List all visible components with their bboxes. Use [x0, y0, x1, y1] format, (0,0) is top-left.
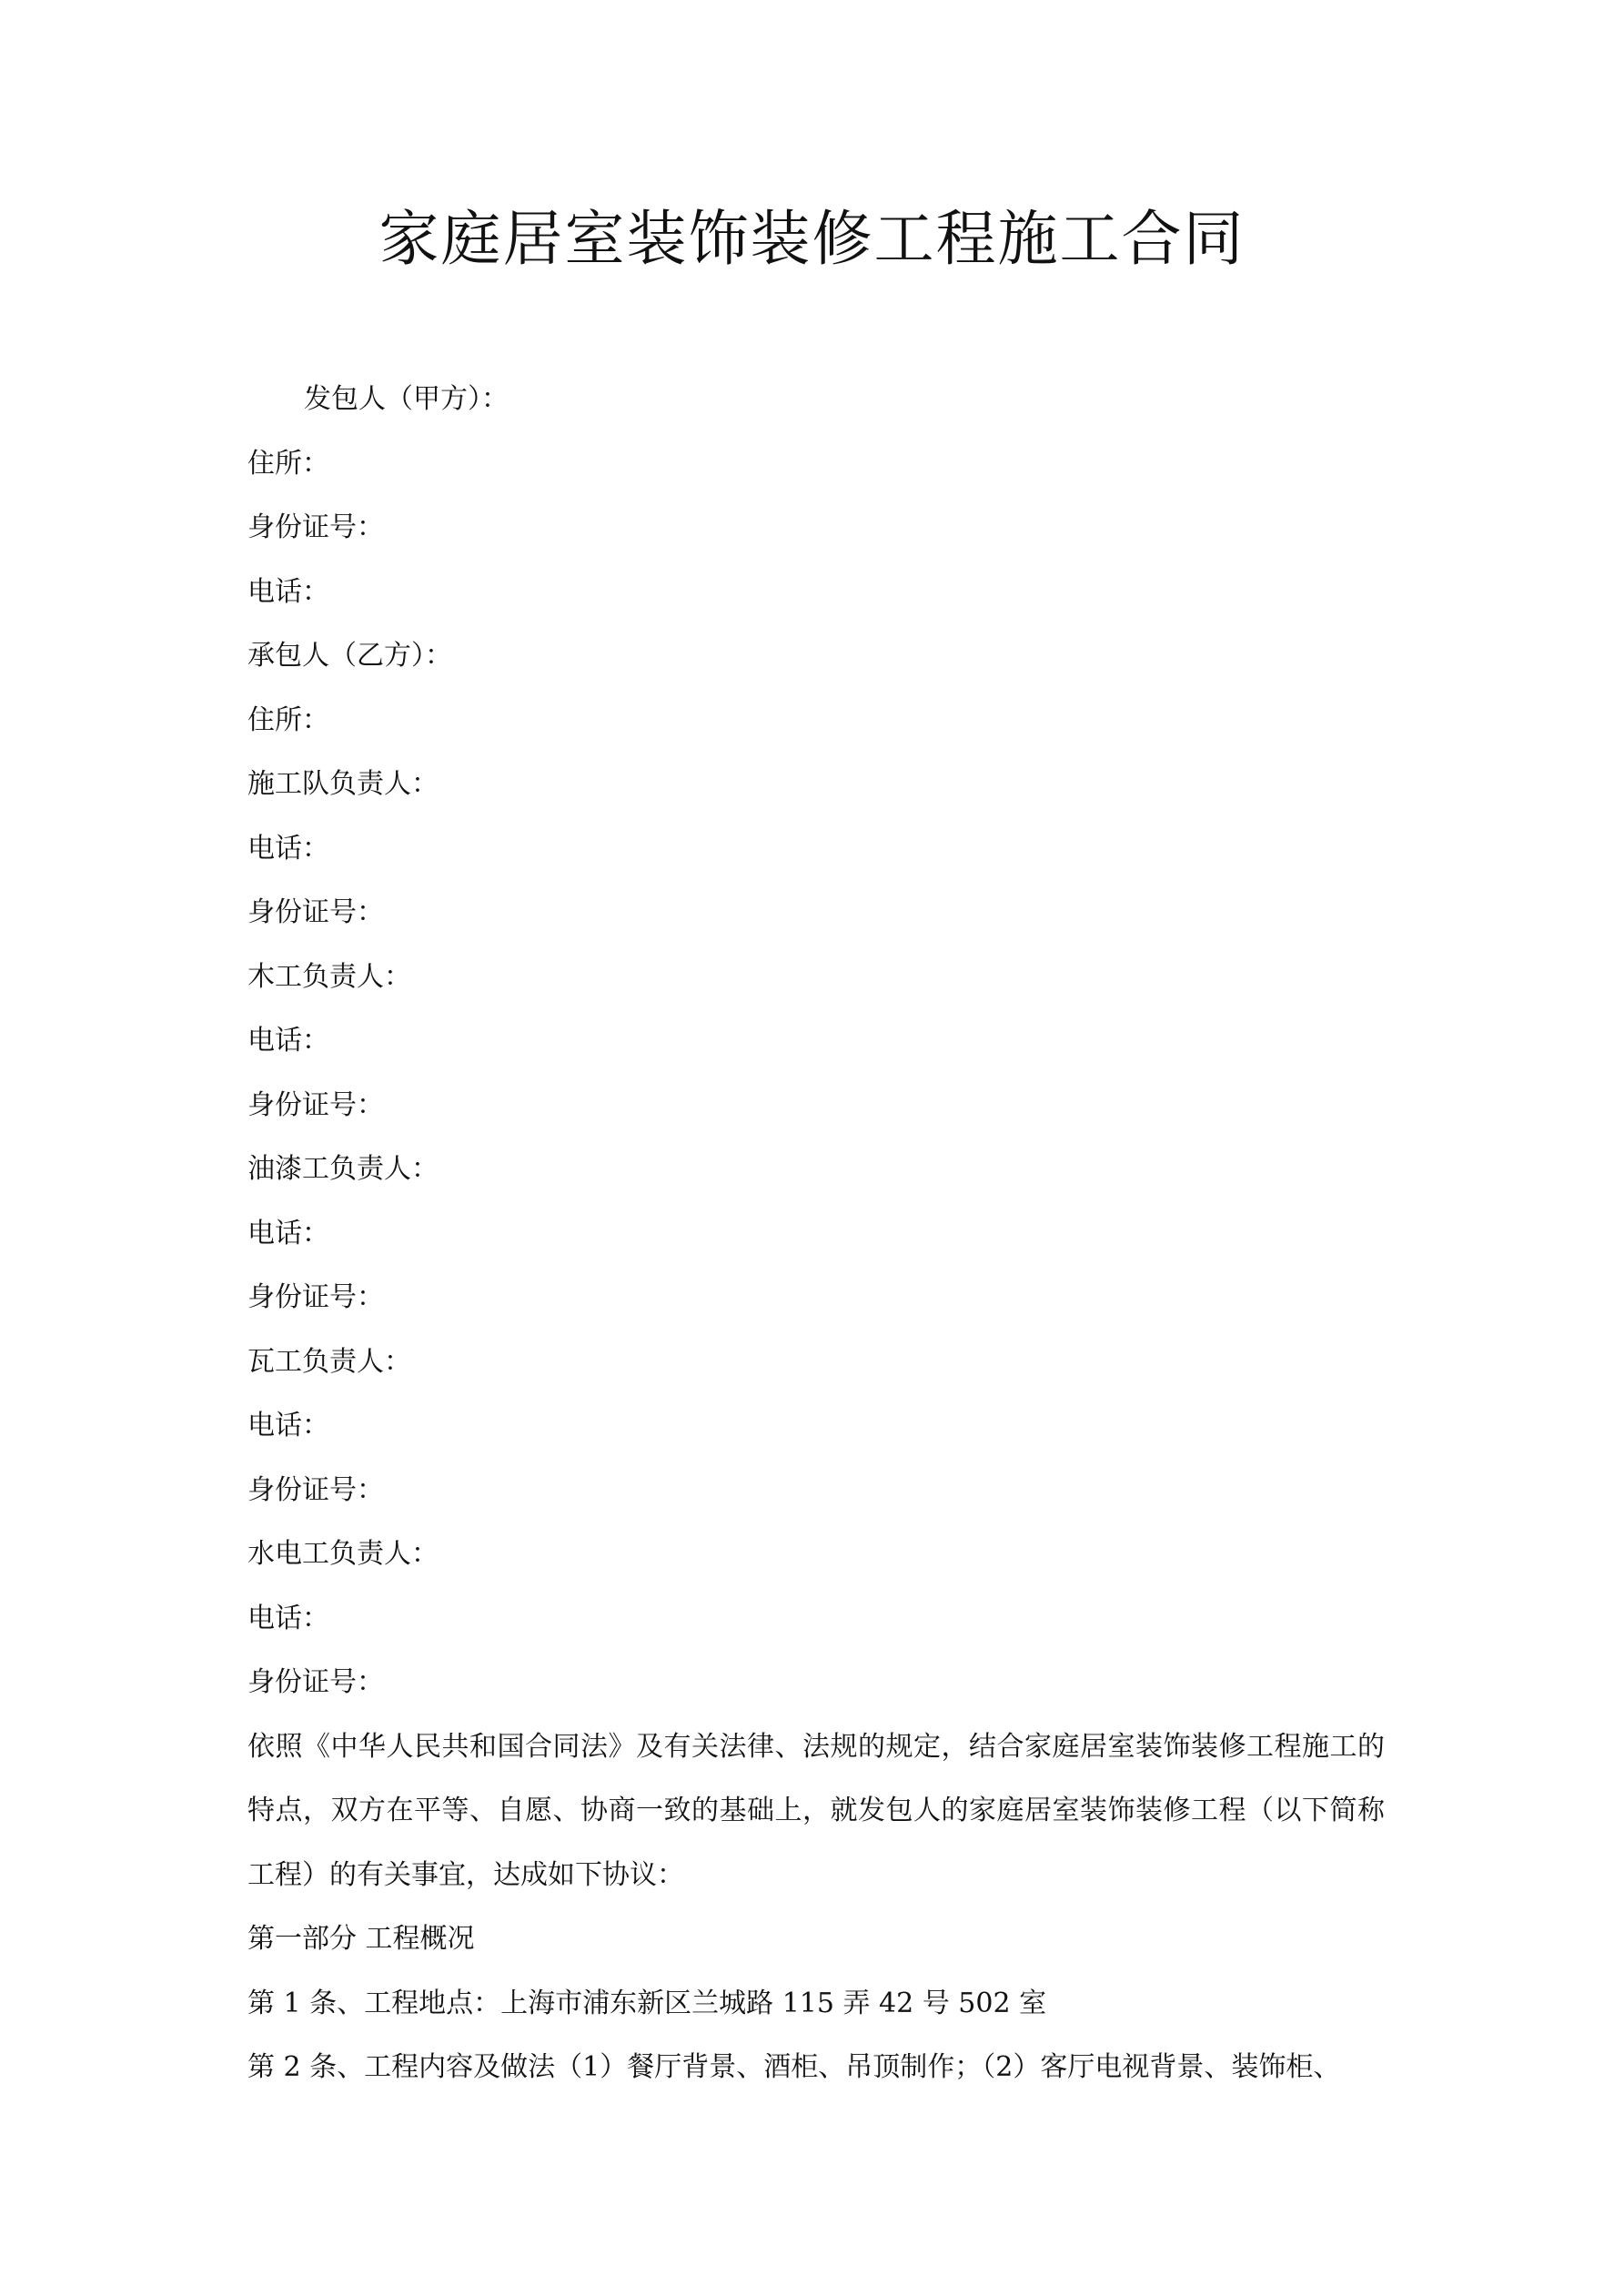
party-a-id-label: 身份证号： [247, 511, 384, 543]
painter-id-label: 身份证号： [247, 1281, 384, 1313]
tiler-leader-label: 瓦工负责人： [247, 1345, 411, 1378]
carpenter-leader-label: 木工负责人： [247, 960, 411, 993]
tiler-id-label: 身份证号： [247, 1473, 384, 1506]
crew-leader-phone-label: 电话： [247, 832, 329, 865]
painter-phone-label: 电话： [247, 1217, 329, 1249]
painter-leader-label: 油漆工负责人： [247, 1153, 439, 1185]
party-a-address-label: 住所： [247, 447, 329, 480]
carpenter-phone-label: 电话： [247, 1025, 329, 1057]
party-b-address-label: 住所： [247, 703, 329, 736]
article-1: 第 1 条、工程地点：上海市浦东新区兰城路 115 弄 42 号 502 室 [247, 1987, 1047, 2019]
part1-heading: 第一部分 工程概况 [247, 1923, 475, 1955]
electrician-id-label: 身份证号： [247, 1666, 384, 1698]
preamble-paragraph: 依照《中华人民共和国合同法》及有关法律、法规的规定，结合家庭居室装饰装修工程施工的特点，双方在平等、自愿、协商一致的基础上，就发包人的家庭居室装饰装修工程（以下简称工程）的有关事宜，达成如下协议： [247, 1730, 1385, 1891]
electrician-leader-label: 水电工负责人： [247, 1538, 439, 1570]
electrician-phone-label: 电话： [247, 1602, 329, 1634]
tiler-phone-label: 电话： [247, 1410, 329, 1441]
party-a-label: 发包人（甲方）： [304, 383, 509, 415]
article-2: 第 2 条、工程内容及做法（1）餐厅背景、酒柜、吊顶制作；（2）客厅电视背景、装饰柜、 [247, 2051, 1341, 2083]
crew-leader-label: 施工队负责人： [247, 768, 439, 800]
carpenter-id-label: 身份证号： [247, 1088, 384, 1121]
document-body [247, 368, 1385, 2100]
party-a-phone-label: 电话： [247, 575, 329, 608]
party-b-label: 承包人（乙方）： [247, 640, 452, 672]
crew-leader-id-label: 身份证号： [247, 896, 384, 928]
document-title: 家庭居室装饰装修工程施工合同 [378, 204, 1246, 274]
